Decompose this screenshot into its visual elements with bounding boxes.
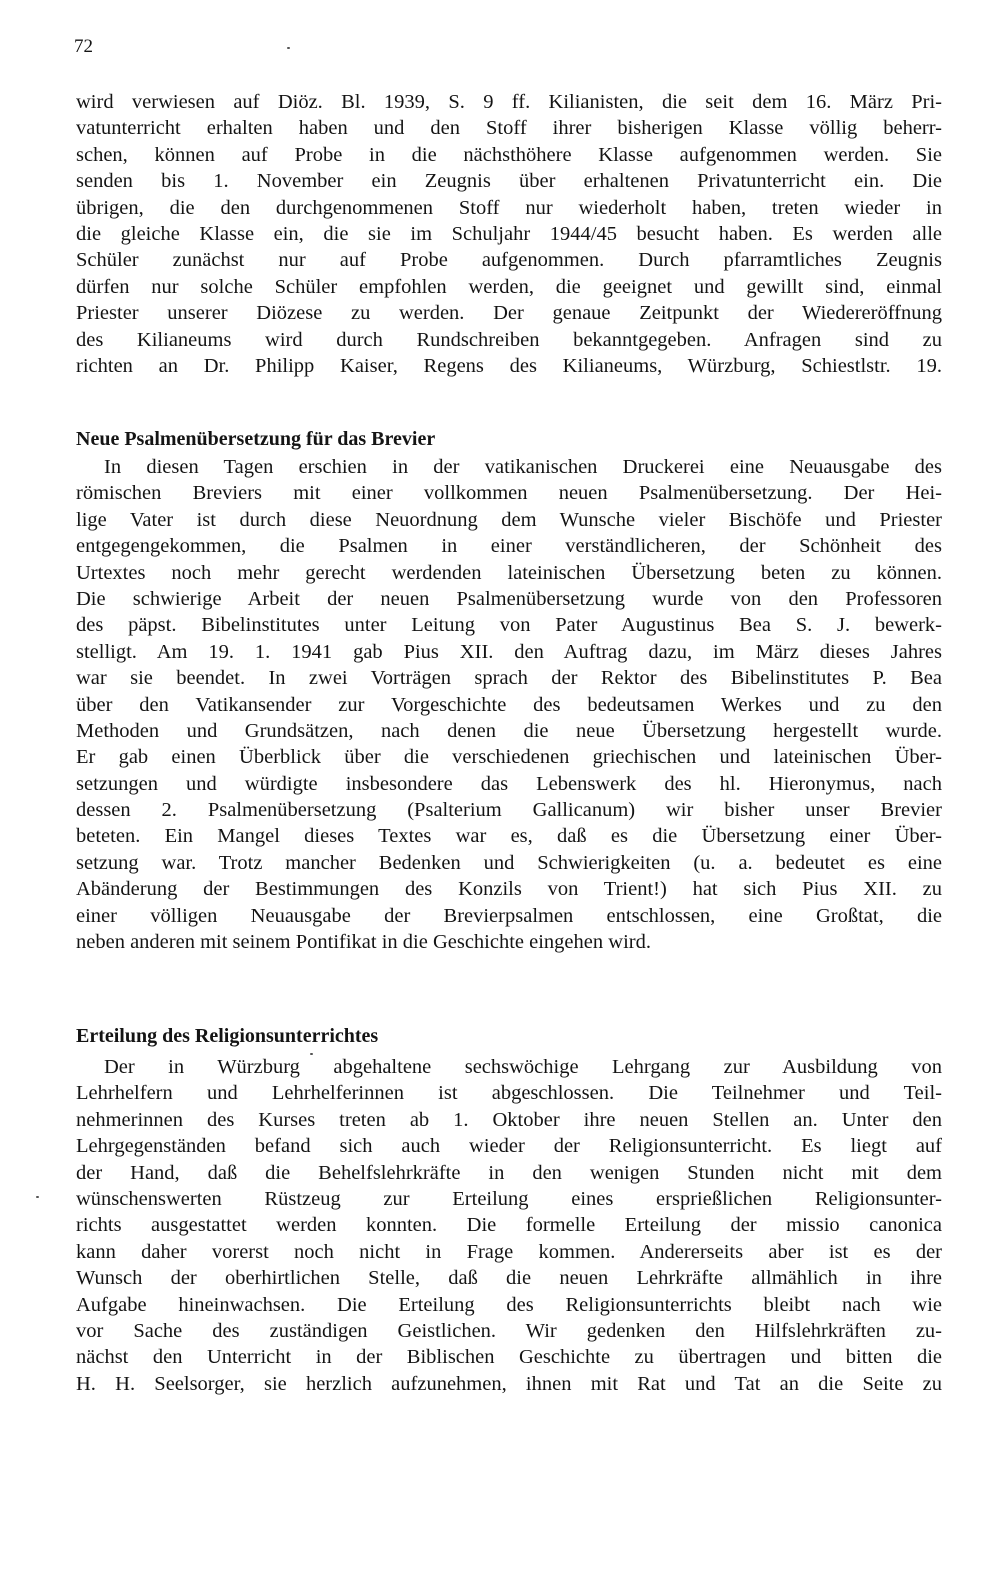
text-line: neben anderen mit seinem Pontifikat in die Geschichte eingehen wird.	[76, 931, 651, 954]
text-line: richts ausgestattet werden konnten. Die formelle Erteilung der missio canonica	[76, 1214, 942, 1237]
intro-paragraph	[76, 89, 942, 379]
page-number: 72	[74, 36, 93, 57]
text-line: schen, können auf Probe in die nächsthöhere Klasse aufgenommen werden. Sie	[76, 143, 942, 166]
text-line: Urtextes noch mehr gerecht werdenden lateinischen Übersetzung beten zu können.	[76, 561, 942, 584]
scan-speck	[287, 47, 290, 49]
text-line: nehmerinnen des Kurses treten ab 1. Oktober ihre neuen Stellen an. Unter den	[76, 1108, 942, 1131]
text-line: vor Sache des zuständigen Geistlichen. Wir gedenken den Hilfslehrkräften zu-	[76, 1319, 942, 1342]
text-line: H. H. Seelsorger, sie herzlich aufzunehmen, ihnen mit Rat und Tat an die Seite zu	[76, 1372, 942, 1395]
text-line: setzungen und würdigte insbesondere das Lebenswerk des hl. Hieronymus, nach	[76, 772, 942, 795]
text-line: die gleiche Klasse ein, die sie im Schuljahr 1944/45 besucht haben. Es werden alle	[76, 222, 942, 245]
text-line: des Kilianeums wird durch Rundschreiben bekanntgegeben. Anfragen sind zu	[76, 328, 942, 351]
psalmen-paragraph	[76, 454, 942, 955]
scan-speck	[310, 1053, 313, 1055]
scan-speck	[36, 1196, 39, 1198]
text-line: der Hand, daß die Behelfslehrkräfte in den wenigen Stunden nicht mit dem	[76, 1161, 942, 1184]
religion-paragraph	[76, 1054, 942, 1397]
text-line: dürfen nur solche Schüler empfohlen werden, die geeignet und gewillt sind, einmal	[76, 275, 942, 298]
text-line: Schüler zunächst nur auf Probe aufgenommen. Durch pfarramtliches Zeugnis	[76, 249, 942, 272]
text-line: senden bis 1. November ein Zeugnis über erhaltenen Privatunterricht ein. Die	[76, 170, 942, 193]
text-line: Die schwierige Arbeit der neuen Psalmenübersetzung wurde von den Professoren	[76, 587, 942, 610]
text-line: römischen Breviers mit einer vollkommen neuen Psalmenübersetzung. Der Hei-	[76, 482, 942, 505]
text-line: über den Vatikansender zur Vorgeschichte des bedeutsamen Werkes und zu den	[76, 693, 942, 716]
text-line: war sie beendet. In zwei Vorträgen sprach der Rektor des Bibelinstitutes P. Bea	[76, 667, 942, 690]
text-line: Methoden und Grundsätzen, nach denen die neue Übersetzung hergestellt wurde.	[76, 719, 942, 742]
section-heading-religionsunterricht: Erteilung des Religionsunterrichtes	[76, 1025, 379, 1047]
text-line: setzung war. Trotz mancher Bedenken und Schwierigkeiten (u. a. bedeutet es eine	[76, 851, 942, 874]
text-line: Er gab einen Überblick über die verschiedenen griechischen und lateinischen Über-	[76, 746, 942, 769]
text-line: In diesen Tagen erschien in der vatikanischen Druckerei eine Neuausgabe des	[104, 456, 942, 478]
text-line: kann daher vorerst noch nicht in Frage kommen. Andererseits aber ist es der	[76, 1240, 942, 1263]
text-line: wird verwiesen auf Diöz. Bl. 1939, S. 9 ff. Kilianisten, die seit dem 16. März Pri-	[76, 91, 942, 113]
text-line: vatunterricht erhalten haben und den Stoff ihrer bisherigen Klasse völlig beherr-	[76, 117, 942, 140]
text-line: nächst den Unterricht in der Biblischen Geschichte zu übertragen und bitten die	[76, 1346, 942, 1369]
text-line: Lehrgegenständen befand sich auch wieder der Religionsunterricht. Es liegt auf	[76, 1135, 942, 1158]
text-line: Wunsch der oberhirtlichen Stelle, daß die neuen Lehrkräfte allmählich in ihre	[76, 1267, 942, 1290]
text-line: Der in Würzburg abgehaltene sechswöchige Lehrgang zur Ausbildung von	[104, 1056, 942, 1078]
text-line: beteten. Ein Mangel dieses Textes war es, daß es die Übersetzung einer Über-	[76, 825, 942, 848]
text-line: entgegengekommen, die Psalmen in einer verständlicheren, der Schönheit des	[76, 535, 942, 558]
text-line: wünschenswerten Rüstzeug zur Erteilung eines ersprießlichen Religionsunter-	[76, 1187, 942, 1210]
text-line: übrigen, die den durchgenommenen Stoff nur wiederholt haben, treten wieder in	[76, 196, 942, 219]
text-line: einer völligen Neuausgabe der Brevierpsalmen entschlossen, eine Großtat, die	[76, 904, 942, 927]
text-line: stelligt. Am 19. 1. 1941 gab Pius XII. den Auftrag dazu, im März dieses Jahres	[76, 640, 942, 663]
section-heading-psalmen: Neue Psalmenübersetzung für das Brevier	[76, 428, 436, 450]
text-line: richten an Dr. Philipp Kaiser, Regens des Kilianeums, Würzburg, Schiestlstr. 19.	[76, 354, 942, 377]
text-line: des päpst. Bibelinstitutes unter Leitung von Pater Augustinus Bea S. J. bewerk-	[76, 614, 942, 637]
text-line: Priester unserer Diözese zu werden. Der genaue Zeitpunkt der Wiedereröffnung	[76, 302, 942, 325]
text-line: Lehrhelfern und Lehrhelferinnen ist abgeschlossen. Die Teilnehmer und Teil-	[76, 1082, 942, 1105]
text-line: Aufgabe hineinwachsen. Die Erteilung des Religionsunterrichts bleibt nach wie	[76, 1293, 942, 1316]
text-line: lige Vater ist durch diese Neuordnung dem Wunsche vieler Bischöfe und Priester	[76, 508, 942, 531]
text-line: dessen 2. Psalmenübersetzung (Psalterium Gallicanum) wir bisher unser Brevier	[76, 799, 942, 822]
text-line: Abänderung der Bestimmungen des Konzils von Trient!) hat sich Pius XII. zu	[76, 878, 942, 901]
